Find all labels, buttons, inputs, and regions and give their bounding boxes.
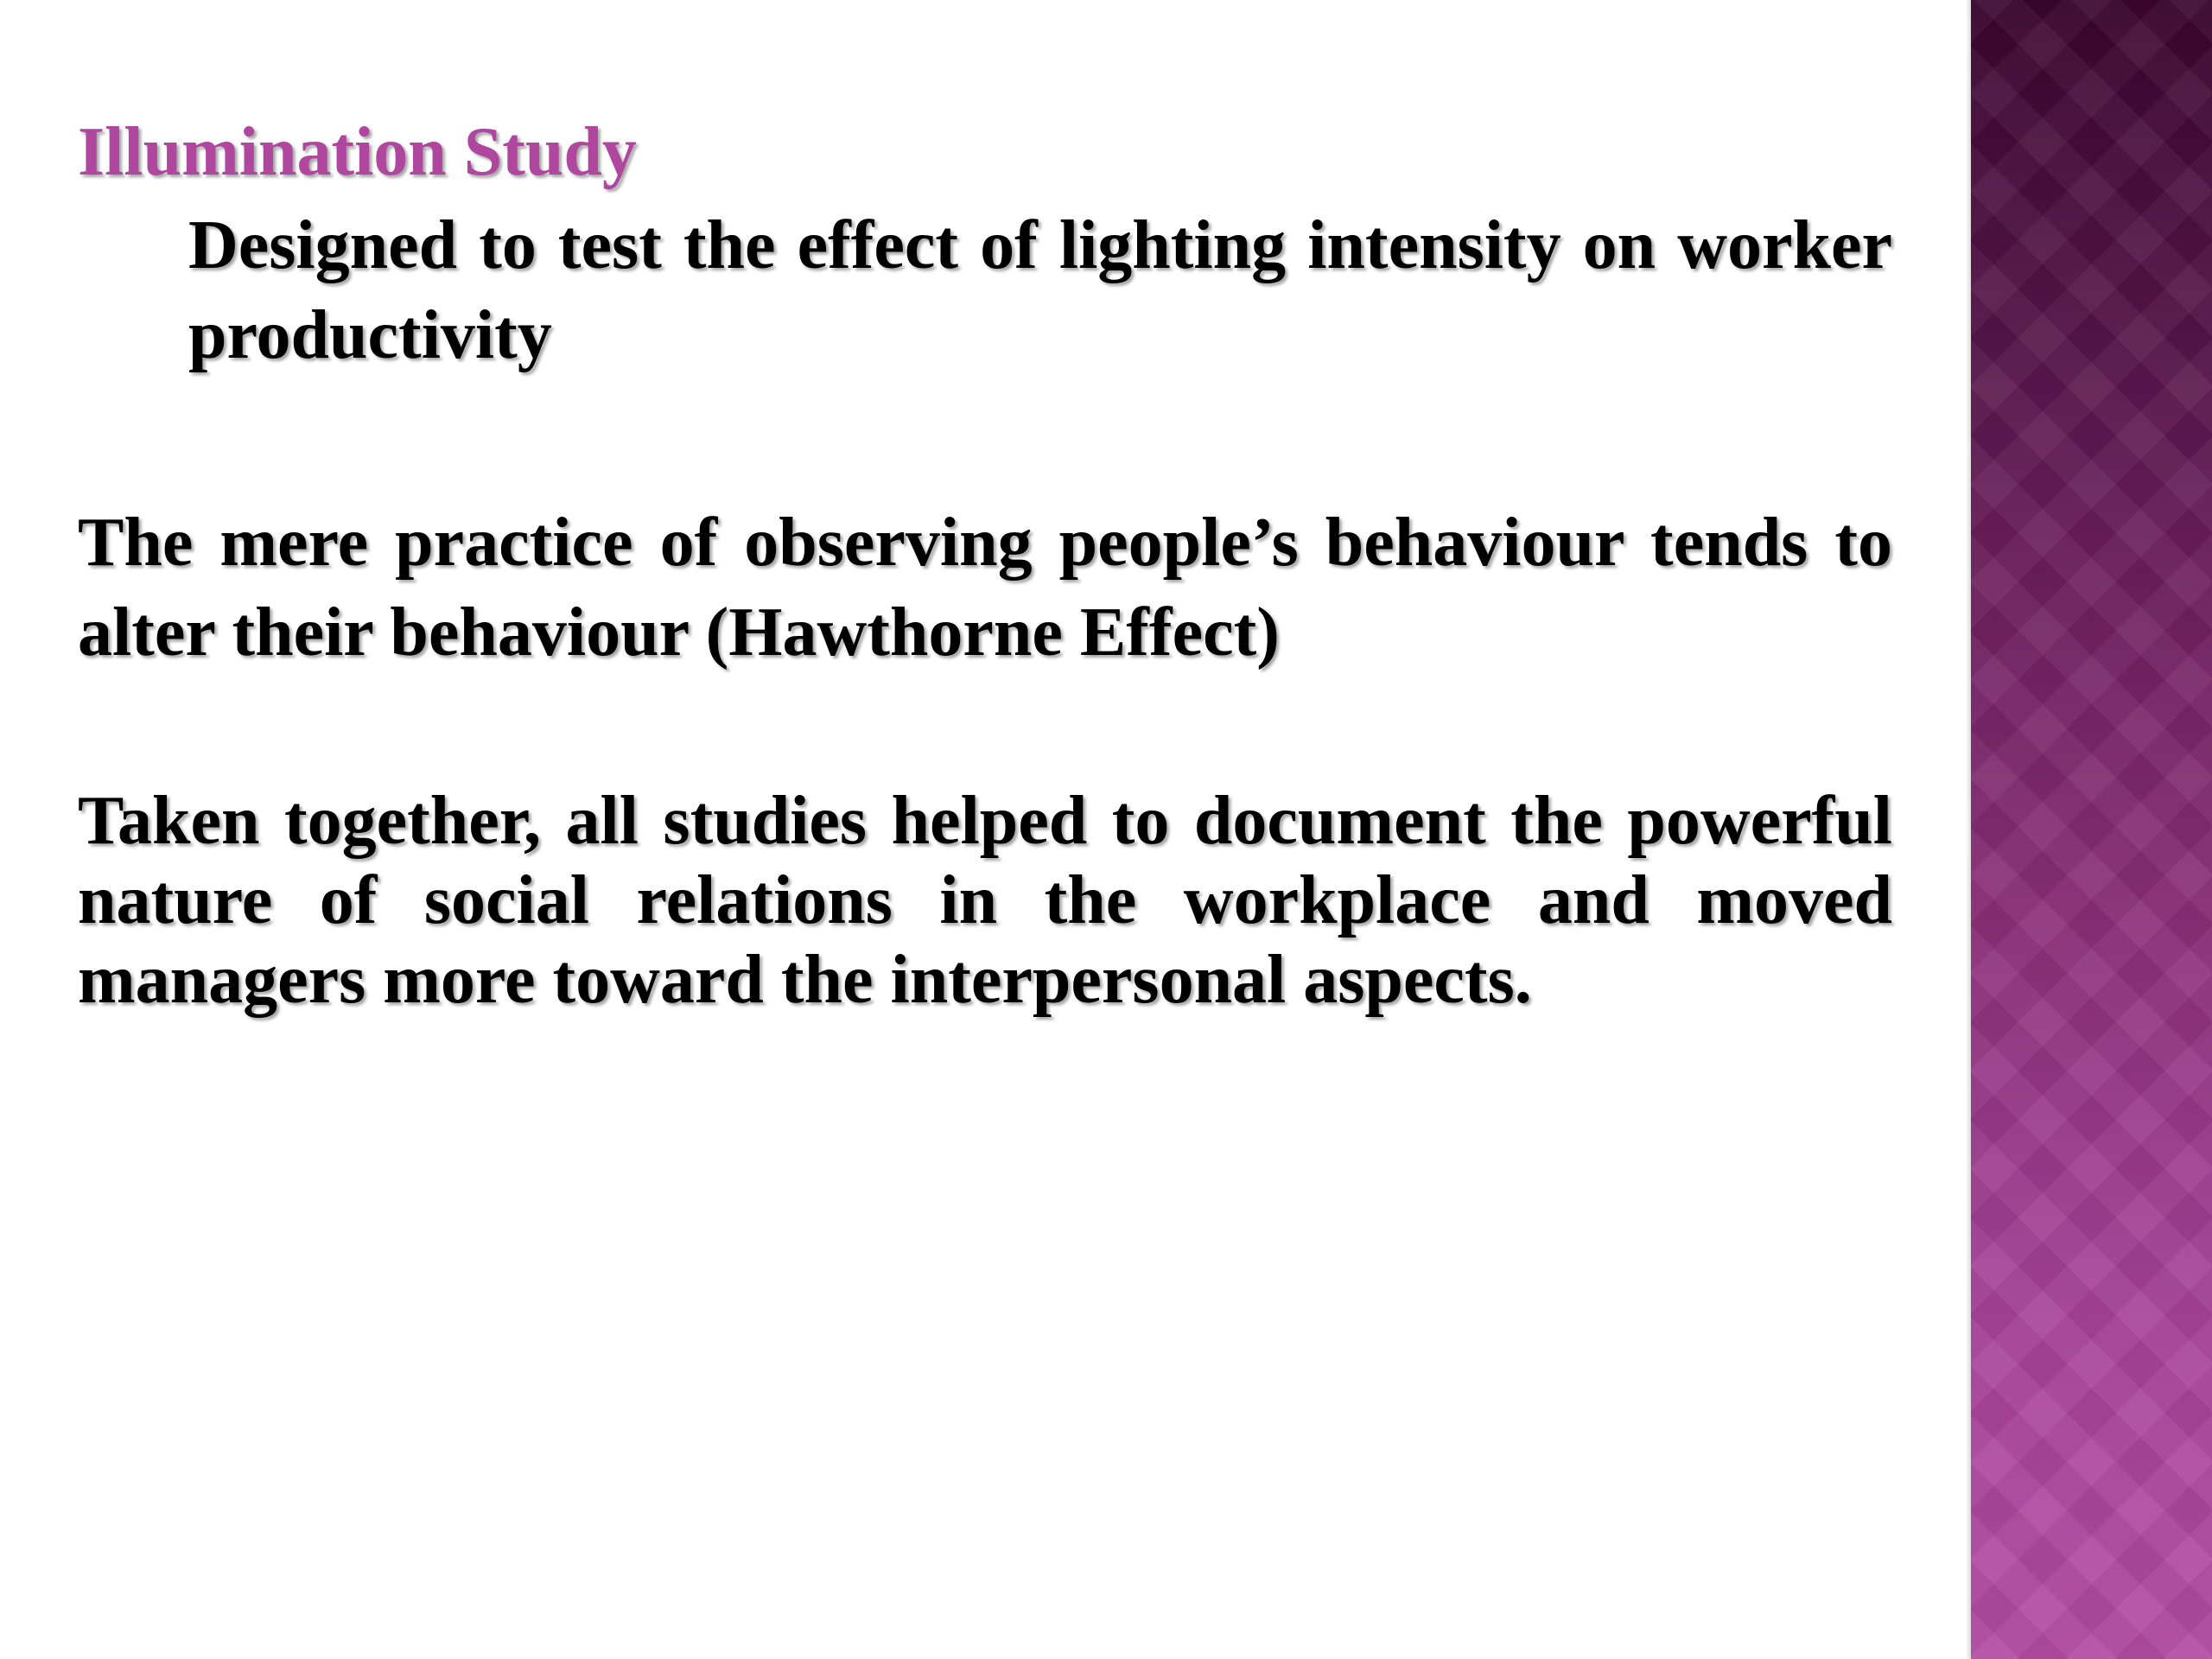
slide-heading: Illumination Study [78,114,637,190]
paragraph-lighting-intensity: Designed to test the effect of lighting intensity on worker productivity [188,207,1892,373]
paragraph-social-relations: Taken together, all studies helped to document the powerful nature of social relations in the workplace and moved managers more toward the interpersonal aspects. [78,783,1892,1018]
paragraph-hawthorne-effect: The mere practice of observing people’s behaviour tends to alter their behaviour (Hawthorne Effect) [78,505,1892,671]
decorative-sidebar [1971,0,2212,1659]
